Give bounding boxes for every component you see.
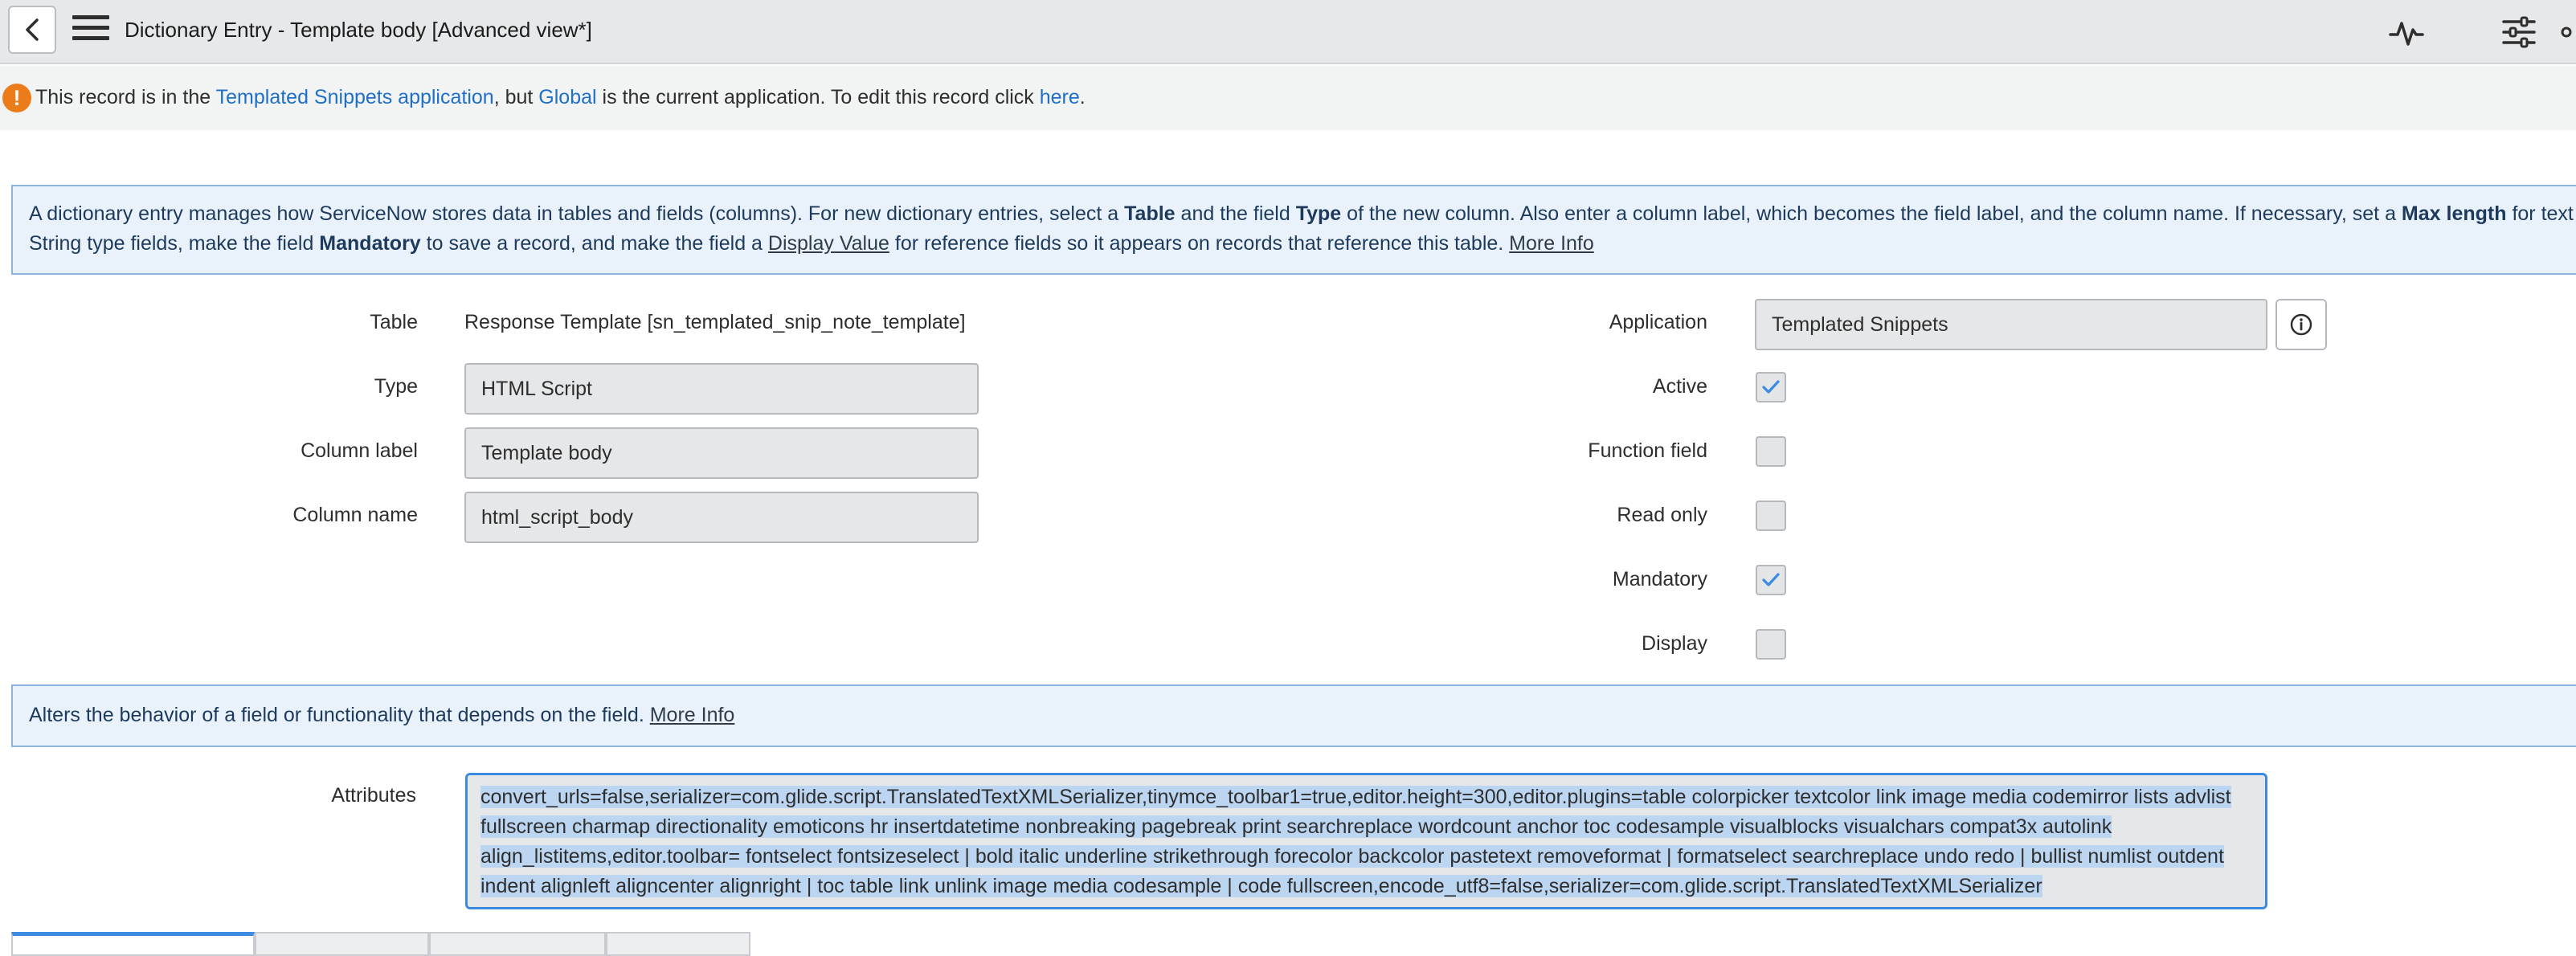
application-field[interactable]: Templated Snippets [1755, 299, 2267, 350]
info-icon [2289, 313, 2313, 337]
read-only-label: Read only [1617, 504, 1707, 526]
mandatory-checkbox[interactable] [1756, 565, 1786, 595]
function-field-label: Function field [1588, 439, 1707, 462]
column-name-label: Column name [292, 504, 418, 526]
active-label: Active [1652, 375, 1707, 398]
column-label-field[interactable]: Template body [464, 427, 979, 479]
column-label-label: Column label [301, 439, 418, 462]
application-info-button[interactable] [2275, 299, 2327, 350]
table-value: Response Template [sn_templated_snip_note_template] [464, 311, 966, 333]
menu-icon[interactable] [72, 15, 109, 47]
back-button[interactable] [8, 6, 56, 54]
global-link[interactable]: Global [538, 86, 597, 108]
attributes-info-box: Alters the behavior of a field or functionality that depends on the field. More Info [11, 684, 2576, 747]
form-header [0, 0, 2576, 64]
sliders-icon[interactable] [2500, 14, 2537, 51]
more-icon[interactable] [2560, 14, 2576, 51]
attributes-line: align_listitems,editor.toolbar= fontselect fontsizeselect | bold italic underline strikethrough forecolor backcolor pastetext removeformat | formatselect searchreplace undo redo | bullist numlist outdent [480, 845, 2224, 868]
active-checkbox[interactable] [1756, 372, 1786, 402]
application-label: Application [1609, 311, 1707, 333]
attributes-textarea[interactable] [465, 773, 2267, 909]
edit-here-link[interactable]: here [1039, 86, 1080, 108]
display-label: Display [1642, 632, 1707, 655]
dictionary-info-box: A dictionary entry manages how ServiceNow stores data in tables and fields (columns). For new dictionary entries, select a Table and the field Type of the new column. Also enter a column label, which becomes the field label, and the column name. If necessary, set a Max length for text String type fields, make the field Mandatory to save a record, and make the field a Display Value for reference fields so it appears on records that reference this table. More Info [11, 185, 2576, 275]
attributes-line: fullscreen charmap directionality emoticons hr insertdatetime nonbreaking pagebreak print searchreplace wordcount anchor toc codesample visualblocks visualchars compat3x autolink [480, 815, 2112, 838]
activity-icon[interactable] [2388, 14, 2425, 51]
page-title: Dictionary Entry - Template body [Advanced view*] [125, 18, 592, 42]
type-field[interactable]: HTML Script [464, 363, 979, 415]
display-checkbox[interactable] [1756, 629, 1786, 660]
warning-icon: ! [2, 84, 31, 112]
more-info-link[interactable]: More Info [1509, 232, 1594, 255]
checkmark-icon [1760, 377, 1781, 398]
notice-text: This record is in the Templated Snippets application, but Global is the current application. To edit this record click here. [35, 86, 1086, 108]
table-label: Table [370, 311, 418, 333]
attributes-label: Attributes [331, 784, 416, 807]
type-label: Type [374, 375, 418, 398]
back-icon [23, 18, 41, 42]
read-only-checkbox[interactable] [1756, 500, 1786, 531]
attributes-line: convert_urls=false,serializer=com.glide.script.TranslatedTextXMLSerializer,tinymce_toolbar1=true,editor.height=300,editor.plugins=table colorpicker textcolor link image media codemirror lists advlist [480, 786, 2231, 808]
attributes-more-info-link[interactable]: More Info [649, 704, 735, 726]
application-link[interactable]: Templated Snippets application [215, 86, 494, 108]
mandatory-label: Mandatory [1612, 568, 1707, 590]
checkmark-icon [1760, 570, 1781, 590]
display-value-link[interactable]: Display Value [767, 232, 889, 255]
attributes-line: indent alignleft aligncenter alignright | toc table link unlink image media codesample | code fullscreen,encode_utf8=false,serializer=com.glide.script.TranslatedTextXMLSerializer [480, 875, 2042, 897]
application-scope-notice [0, 66, 2576, 130]
function-field-checkbox[interactable] [1756, 436, 1786, 467]
column-name-field[interactable]: html_script_body [464, 492, 979, 543]
